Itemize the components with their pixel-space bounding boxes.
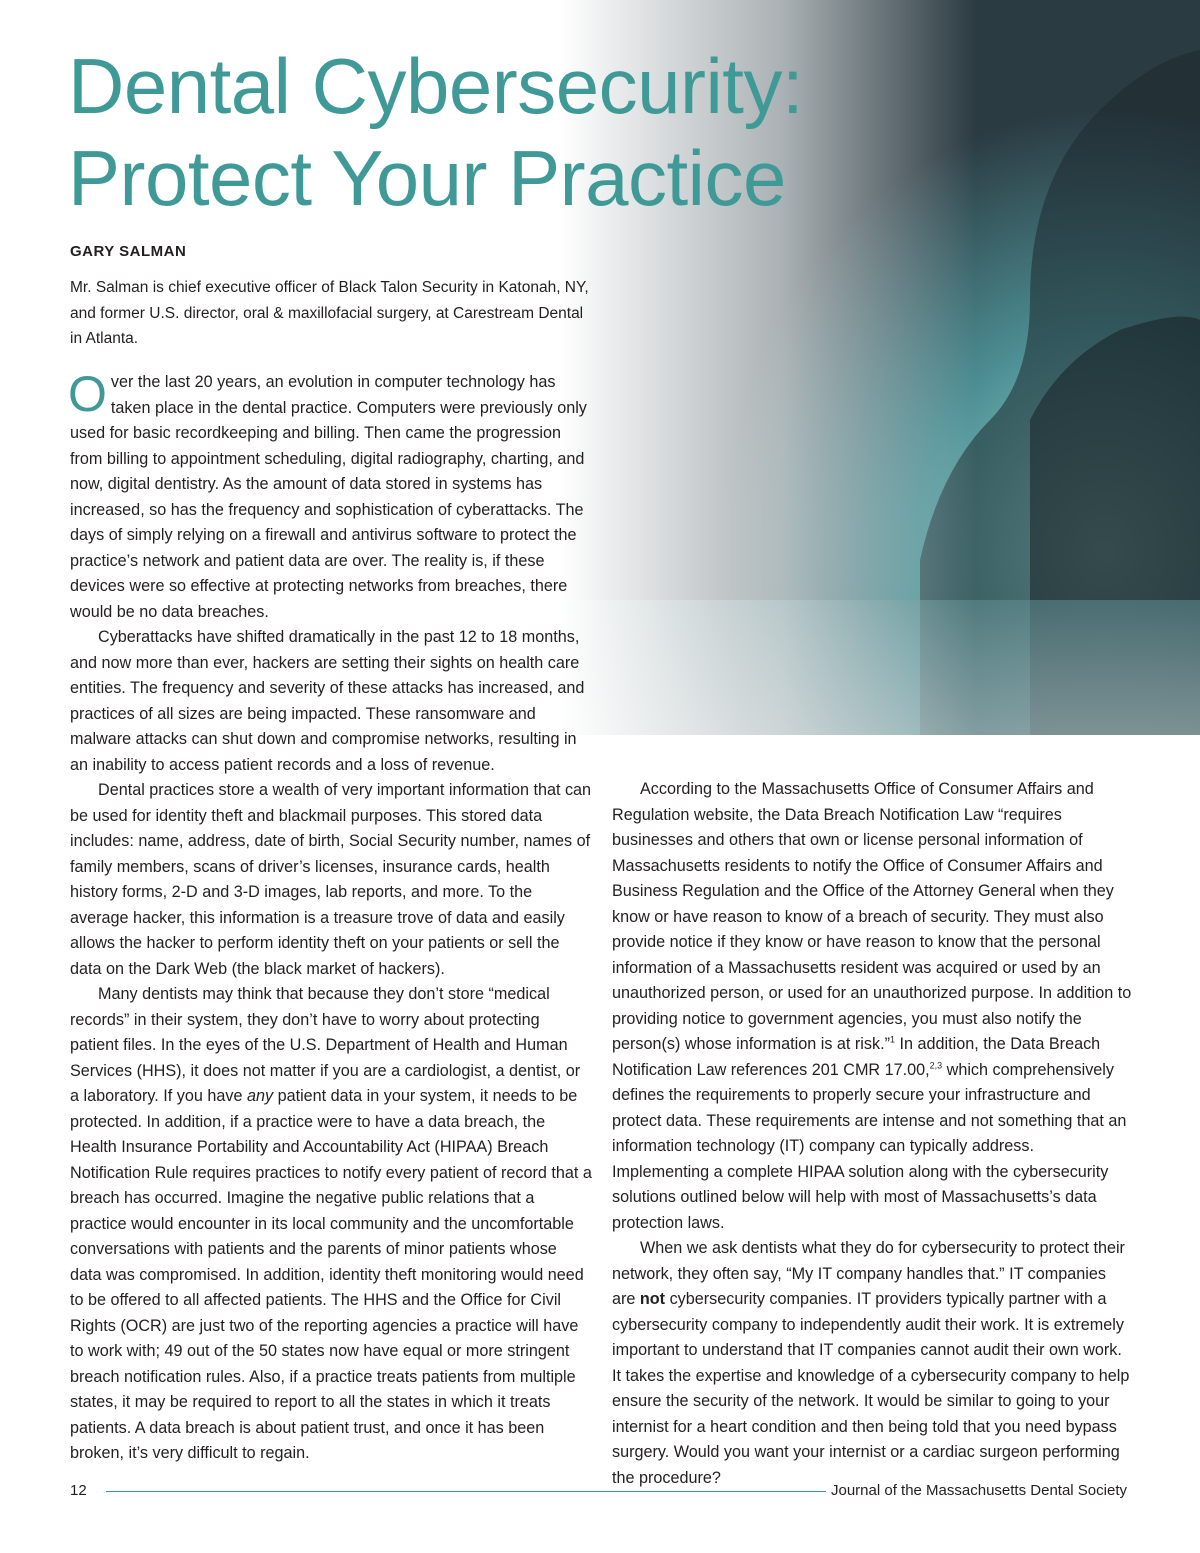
bold-text: not <box>639 1290 666 1308</box>
footnote-ref: 1 <box>889 1034 895 1045</box>
paragraph-text: When we ask dentists what they do for cybersecurity to protect their network, they often say, “My IT company handles that.” IT companies are <box>612 1239 1125 1308</box>
body-paragraph <box>612 1236 1132 1491</box>
body-paragraph: Dental practices store a wealth of very important information that can be used for identity theft and blackmail purposes. This stored data includes: name, address, date of birth, Social Security number, names of family members, scans of driver’s licenses, insurance cards, health history forms, 2-D and 3-D images, lab reports, and more. To the average hacker, this information is a treasure trove of data and easily allows the hacker to perform identity theft on your patients or sell the data on the Dark Web (the black market of hackers). <box>70 781 592 978</box>
title-line-1: Dental Cybersecurity: <box>68 42 804 130</box>
body-column-left <box>68 366 592 1467</box>
body-column-right <box>612 777 1132 1491</box>
drop-cap: O <box>68 366 107 422</box>
author-bio: Mr. Salman is chief executive officer of Black Talon Security in Katonah, NY, and former U.S. director, oral & maxillofacial surgery, at Carestream Dental in Atlanta. <box>70 279 589 347</box>
title-line-2: Protect Your Practice <box>68 134 786 222</box>
paragraph-text: which comprehensively defines the requirements to properly secure your infrastructure and protect data. These requirements are intense and not something that an information technology (IT) company can typically address. Implementing a complete HIPAA solution along with the cybersecurity solutions outlined below will help with most of Massachusetts’s data protection laws. <box>612 1060 1127 1232</box>
footnote-ref: 2,3 <box>929 1060 943 1071</box>
paragraph-text: ver the last 20 years, an evolution in computer technology has taken place in the dental practice. Computers were previously only used for basic recordkeeping and billing. Then came the progression from billing to appointment scheduling, digital radiography, charting, and now, digital dentistry. As the amount of data stored in systems has increased, so has the frequency and sophistication of cyberattacks. The days of simply relying on a firewall and antivirus software to protect the practice’s network and patient data are over. The reality is, if these devices were so effective at protecting networks from breaches, there would be no data breaches. <box>70 373 587 621</box>
paragraph-text: According to the Massachusetts Office of Consumer Affairs and Regulation website, the Data Breach Notification Law “requires businesses and others that own or license personal information of Massachusetts residents to notify the Office of Consumer Affairs and Business Regulation and the Office of the Attorney General when they know or have reason to know of a breach of security. They must also provide notice if they know or have reason to know that the personal information of a Massachusetts resident was acquired or used by an unauthorized person, or used for an unauthorized purpose. In addition to providing notice to government agencies, you must also notify the person(s) whose information is at risk.” <box>612 780 1132 1053</box>
journal-name: Journal of the Massachusetts Dental Society <box>831 1482 1127 1499</box>
author-name: GARY SALMAN <box>70 243 187 260</box>
paragraph-text: cybersecurity companies. IT providers typically partner with a cybersecurity company to independently audit their work. It is extremely important to understand that IT companies cannot audit their own work. It takes the expertise and knowledge of a cybersecurity company to help ensure the security of the network. It would be similar to going to your internist for a heart condition and then being told that you need bypass surgery. Would you want your internist or a cardiac surgeon performing the procedure? <box>612 1290 1130 1487</box>
footer-divider <box>106 1491 826 1492</box>
page-number: 12 <box>70 1482 87 1499</box>
body-paragraph <box>70 982 592 1467</box>
article-title <box>68 40 803 224</box>
body-paragraph <box>612 777 1132 1236</box>
body-paragraph <box>68 366 592 625</box>
paragraph-text: Many dentists may think that because they don’t store “medical records” in their system, they don’t have to worry about protecting patient files. In the eyes of the U.S. Department of Health and Human Services (HHS), it does not matter if you are a cardiologist, a dentist, or a laboratory. If you have <box>70 985 581 1105</box>
paragraph-text: patient data in your system, it needs to be protected. In addition, if a practice were to have a data breach, the Health Insurance Portability and Accountability Act (HIPAA) Breach Notification Rule requires practices to notify every patient of record that a breach has occurred. Imagine the negative public relations that a practice would encounter in its local community and the uncomfortable conversations with patients and the parents of minor patients whose data was compromised. In addition, identity theft monitoring would need to be offered to all affected patients. The HHS and the Office for Civil Rights (OCR) are just two of the reporting agencies a practice will have to work with; 49 out of the 50 states now have equal or more stringent breach notification rules. Also, if a practice treats patients from multiple states, it may be required to report to all the states in which it treats patients. A data breach is about patient trust, and once it has been broken, it’s very difficult to regain. <box>70 1087 592 1462</box>
body-paragraph: Cyberattacks have shifted dramatically in the past 12 to 18 months, and now more than ever, hackers are setting their sights on health care entities. The frequency and severity of these attacks has increased, and practices of all sizes are being impacted. These ransomware and malware attacks can shut down and compromise networks, resulting in an inability to access patient records and a loss of revenue. <box>70 628 585 774</box>
paragraph-text: In addition, the Data Breach Notification Law references 201 CMR 17.00, <box>612 1035 1101 1079</box>
emphasis-text: any <box>246 1087 274 1105</box>
